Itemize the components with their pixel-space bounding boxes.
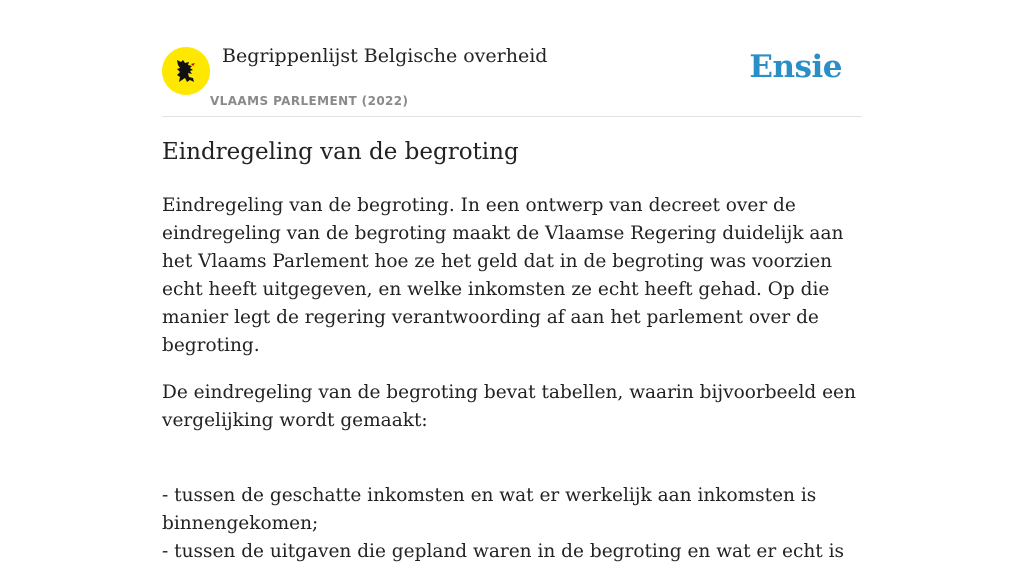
- flemish-lion-icon[interactable]: [162, 47, 210, 95]
- list-item: - tussen de uitgaven die gepland waren in de begroting en wat er echt is: [162, 541, 845, 562]
- paragraph: De eindregeling van de begroting bevat tabellen, waarin bijvoorbeeld een vergelijking wordt gemaakt:: [162, 382, 856, 431]
- paragraph: Eindregeling van de begroting. In een ontwerp van decreet over de eindregeling van de begroting maakt de Vlaamse Regering duidelijk aan het Vlaams Parlement hoe ze het geld dat in de begroting was voorzien echt heeft uitgegeven, en welke inkomsten ze echt heeft gehad. Op die manier legt de regering verantwoording af aan het parlement over de begroting.: [162, 195, 844, 356]
- source-label: VLAAMS PARLEMENT (2022): [210, 94, 409, 108]
- page: [162, 0, 862, 562]
- header: [162, 0, 862, 117]
- spacer: [162, 454, 862, 482]
- site-title[interactable]: Begrippenlijst Belgische overheid: [222, 45, 548, 67]
- brand-logo[interactable]: Ensie: [749, 49, 842, 85]
- lion-glyph: [171, 56, 201, 86]
- article-body: [162, 192, 862, 566]
- page-title: Eindregeling van de begroting: [162, 139, 519, 165]
- list-item: - tussen de geschatte inkomsten en wat er werkelijk aan inkomsten is binnengekomen;: [162, 485, 817, 534]
